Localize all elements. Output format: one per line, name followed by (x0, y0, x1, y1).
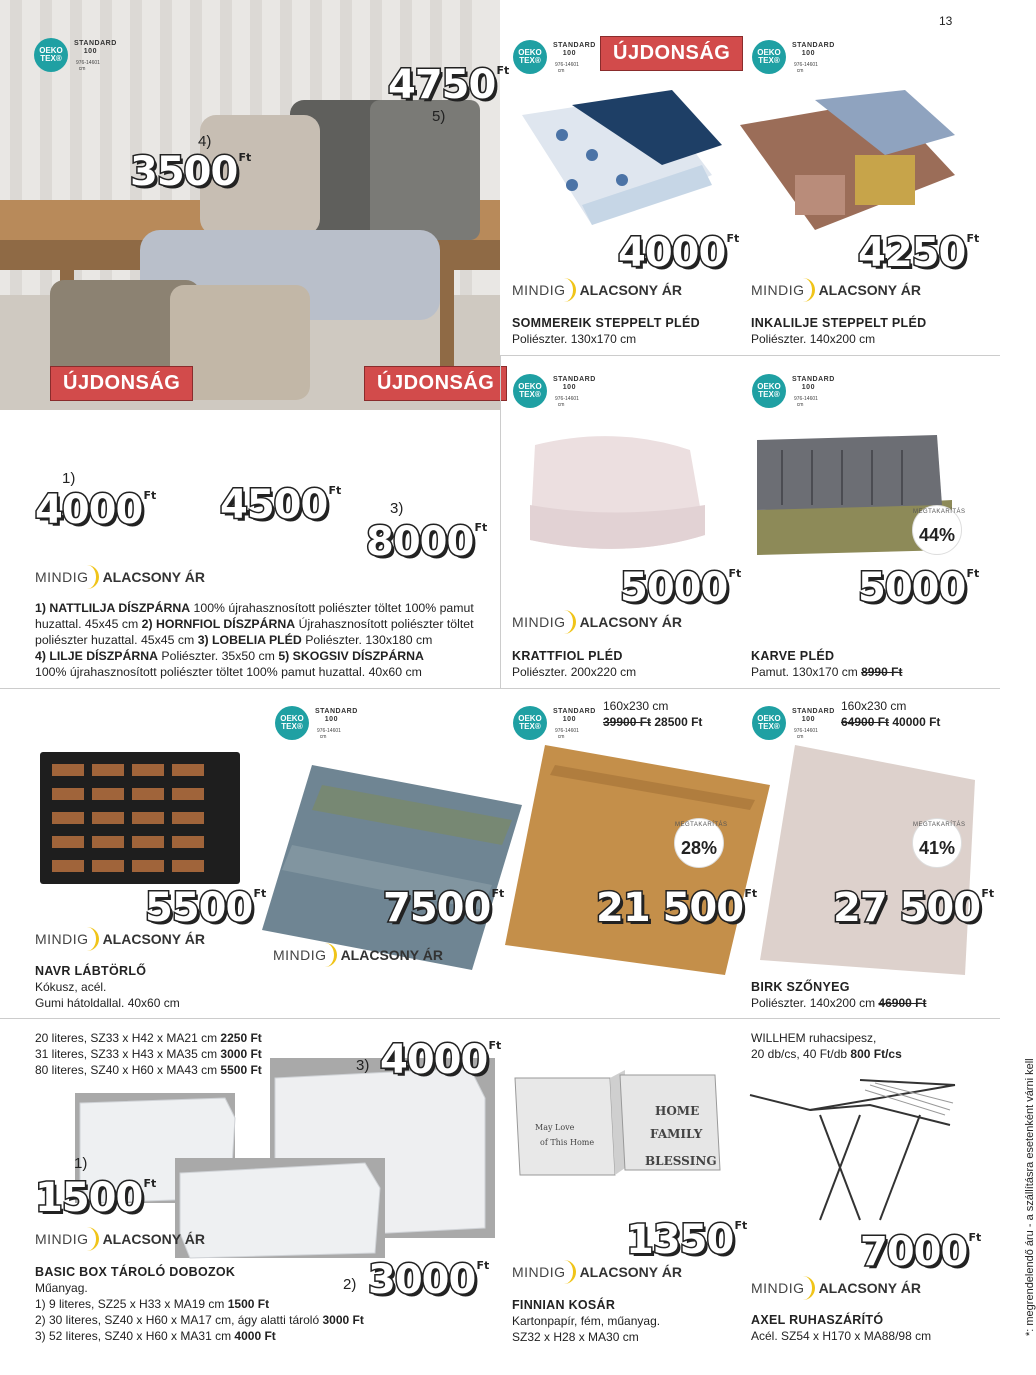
discount-badge-birk: MEGTAKARÍTÁS 41% (912, 818, 962, 868)
oeko-tex-logo: OEKO TEX® STANDARD 100 976-14601 cm (513, 706, 603, 744)
oeko-tex-logo: OEKO TEX® STANDARD 100 976-14601 cm (752, 374, 842, 412)
birk-size-alt: 160x230 cm 64900 Ft 40000 Ft (841, 699, 941, 729)
price-label-5: 5) (432, 108, 446, 125)
price-hornfiol: 4500 Ft (220, 482, 342, 528)
product-desc-basicbox: Műanyag. 1) 9 literes, SZ25 x H33 x MA19 cm 1500 Ft 2) 30 literes, SZ40 x H60 x MA17 cm, ágy alatti tároló 3000 Ft 3) 52 literes, SZ40 x H60 x MA31 cm 4000 Ft (35, 1281, 364, 1343)
page-number: 13 (939, 14, 953, 28)
product-title-inkalilje: INKALILJE STEPPELT PLÉD (751, 316, 927, 330)
oeko-tex-logo: OEKO TEX® STANDARD 100 976-14601 cm (513, 374, 603, 412)
price-sommereik: 4000 Ft (618, 230, 740, 276)
product-desc-inkalilje: Poliészter. 140x200 cm (751, 332, 876, 346)
solsikke-size-alt: 160x230 cm 39900 Ft 28500 Ft (603, 699, 703, 729)
product-title-axel: AXEL RUHASZÁRÍTÓ (751, 1313, 884, 1327)
price-karve: 5000 Ft (858, 565, 980, 611)
new-badge: ÚJDONSÁG (50, 366, 193, 401)
oeko-tex-logo: OEKO TEX® STANDARD 100 976-14601 cm (513, 40, 603, 78)
willhem-clips-offer: WILLHEM ruhacsipesz, 20 db/cs, 40 Ft/db 800 Ft/cs (751, 1031, 902, 1061)
price-label-3: 3) (390, 500, 404, 517)
svg-text:May Love: May Love (535, 1123, 575, 1132)
price-navr: 5500 Ft (145, 885, 267, 931)
product-desc-krattfiol: Poliészter. 200x220 cm (512, 665, 637, 679)
finnian-basket-photo (510, 1070, 725, 1180)
svg-text:of This Home: of This Home (540, 1138, 595, 1147)
sommereik-photo (512, 85, 722, 235)
oeko-tex-logo: OEKO TEX® STANDARD 100 976-14601 cm (752, 706, 842, 744)
product-title-sommereik: SOMMEREIK STEPPELT PLÉD (512, 316, 700, 330)
divider (0, 688, 1000, 689)
mindig-alacsony-ar-logo: MINDIG ALACSONY ÁR (273, 943, 443, 967)
product-desc-karve: Pamut. 130x170 cm 8990 Ft (751, 665, 903, 679)
price-krattfiol: 5000 Ft (620, 565, 742, 611)
price-basicbox-3: 4000 Ft (380, 1037, 502, 1083)
mindig-alacsony-ar-logo: MINDIG ALACSONY ÁR (512, 610, 682, 634)
krattfiol-photo (515, 425, 715, 565)
price-inkalilje: 4250 Ft (858, 230, 980, 276)
price-lobelia: 8000 Ft (366, 519, 488, 565)
product-desc-solsikke: Juta. Kézzel szőtt. 140x200 cm 29900 Ft (512, 980, 629, 1010)
price-birk: 27 500 Ft (833, 885, 995, 931)
discount-badge-karve: MEGTAKARÍTÁS 44% (912, 505, 962, 555)
price-label-3: 3) (356, 1057, 370, 1074)
new-badge: ÚJDONSÁG (600, 36, 743, 71)
price-label-1: 1) (74, 1155, 88, 1172)
svg-text:HOME: HOME (655, 1104, 700, 1118)
price-solsikke: 21 500 Ft (596, 885, 758, 931)
product-desc-birk: Poliészter. 140x200 cm 46900 Ft (751, 996, 927, 1010)
product-title-finnian: FINNIAN KOSÁR (512, 1298, 616, 1312)
price-label-2: 2) (343, 1276, 357, 1293)
mindig-alacsony-ar-logo: MINDIG ALACSONY ÁR (751, 278, 921, 302)
svg-text:FAMILY: FAMILY (650, 1127, 703, 1141)
mindig-alacsony-ar-logo: MINDIG ALACSONY ÁR (35, 927, 205, 951)
product-title-karve: KARVE PLÉD (751, 649, 835, 663)
discount-badge-solsikke: MEGTAKARÍTÁS 28% (674, 818, 724, 868)
mindig-alacsony-ar-logo: MINDIG ALACSONY ÁR (35, 565, 205, 589)
mindig-alacsony-ar-logo: MINDIG ALACSONY ÁR (512, 1260, 682, 1284)
price-basicbox-1: 1500 Ft (35, 1175, 157, 1221)
price-label-4: 4) (198, 133, 212, 150)
product-title-krattfiol: KRATTFIOL PLÉD (512, 649, 623, 663)
price-basicbox-2: 3000 Ft (368, 1257, 490, 1303)
price-skogsiv: 4750 Ft (388, 62, 510, 108)
product-title-birk: BIRK SZŐNYEG (751, 980, 850, 994)
product-desc-finnian: Kartonpapír, fém, műanyag. SZ32 x H28 x MA30 cm (512, 1314, 661, 1344)
svg-text:BLESSING: BLESSING (645, 1154, 717, 1168)
oeko-tex-logo: OEKO TEX® STANDARD 100 976-14601 cm (752, 40, 842, 78)
axel-dryer-photo (750, 1075, 965, 1225)
product-desc-kubjelle: Pamut. 65x160 cm (273, 996, 374, 1010)
divider (0, 1018, 1000, 1019)
new-badge: ÚJDONSÁG (364, 366, 507, 401)
product-title-solsikke: SOLSIKKE SZŐNYEG (512, 964, 646, 978)
product-title-kubjelle: KUBJELLE SZŐNYEG (273, 980, 409, 994)
cushions-description: 1) NATTLILJA DÍSZPÁRNA 100% újrahasznosított poliészter töltet 100% pamut huzattal. 45x45 cm 2) HORNFIOL DÍSZPÁRNA Újrahasznosított poliészter töltet poliészter huzattal. 45x45 cm 3) LOBELIA PLÉD Poliészter. 130x180 cm 4) LILJE DÍSZPÁRNA Poliészter. 35x50 cm 5) SKOGSIV DÍSZPÁRNA 100% újrahasznosított poliészter töltet 100% pamut huzattal. 40x60 cm (35, 601, 474, 679)
kubjelle-rug-photo (262, 745, 532, 970)
divider (500, 355, 1000, 356)
product-desc-sommereik: Poliészter. 130x170 cm (512, 332, 637, 346)
price-lilje: 3500 Ft (130, 149, 252, 195)
mindig-alacsony-ar-logo: MINDIG ALACSONY ÁR (35, 1227, 205, 1251)
divider (500, 355, 501, 688)
oeko-tex-logo: OEKO TEX® STANDARD 100 976-14601 cm (34, 38, 124, 76)
solsikke-rug-photo (505, 745, 770, 975)
product-title-navr: NAVR LÁBTÖRLŐ (35, 964, 147, 978)
product-title-basicbox: BASIC BOX TÁROLÓ DOBOZOK (35, 1265, 236, 1279)
mindig-alacsony-ar-logo: MINDIG ALACSONY ÁR (751, 1276, 921, 1300)
price-finnian: 1350 Ft (626, 1217, 748, 1263)
product-desc-axel: Acél. SZ54 x H170 x MA88/98 cm (751, 1329, 932, 1343)
navr-doormat-photo (40, 752, 240, 884)
price-kubjelle: 7500 Ft (383, 885, 505, 931)
price-nattlilja: 4000 Ft (35, 487, 157, 533)
price-label-1: 1) (62, 470, 76, 487)
basicbox-top-sizes: 20 literes, SZ33 x H42 x MA21 cm 2250 Ft 31 literes, SZ33 x H43 x MA35 cm 3000 Ft 80 literes, SZ40 x H60 x MA43 cm 5500 Ft (35, 1031, 262, 1077)
product-desc-navr: Kókusz, acél. Gumi hátoldallal. 40x60 cm (35, 980, 180, 1010)
side-note: *: megrendelendő áru - a szállításra esetenként várni kell (1024, 1058, 1036, 1336)
price-axel: 7000 Ft (860, 1229, 982, 1275)
oeko-tex-logo: OEKO TEX® STANDARD 100 976-14601 cm (275, 706, 365, 744)
mindig-alacsony-ar-logo: MINDIG ALACSONY ÁR (512, 278, 682, 302)
inkalilje-photo (735, 85, 960, 235)
